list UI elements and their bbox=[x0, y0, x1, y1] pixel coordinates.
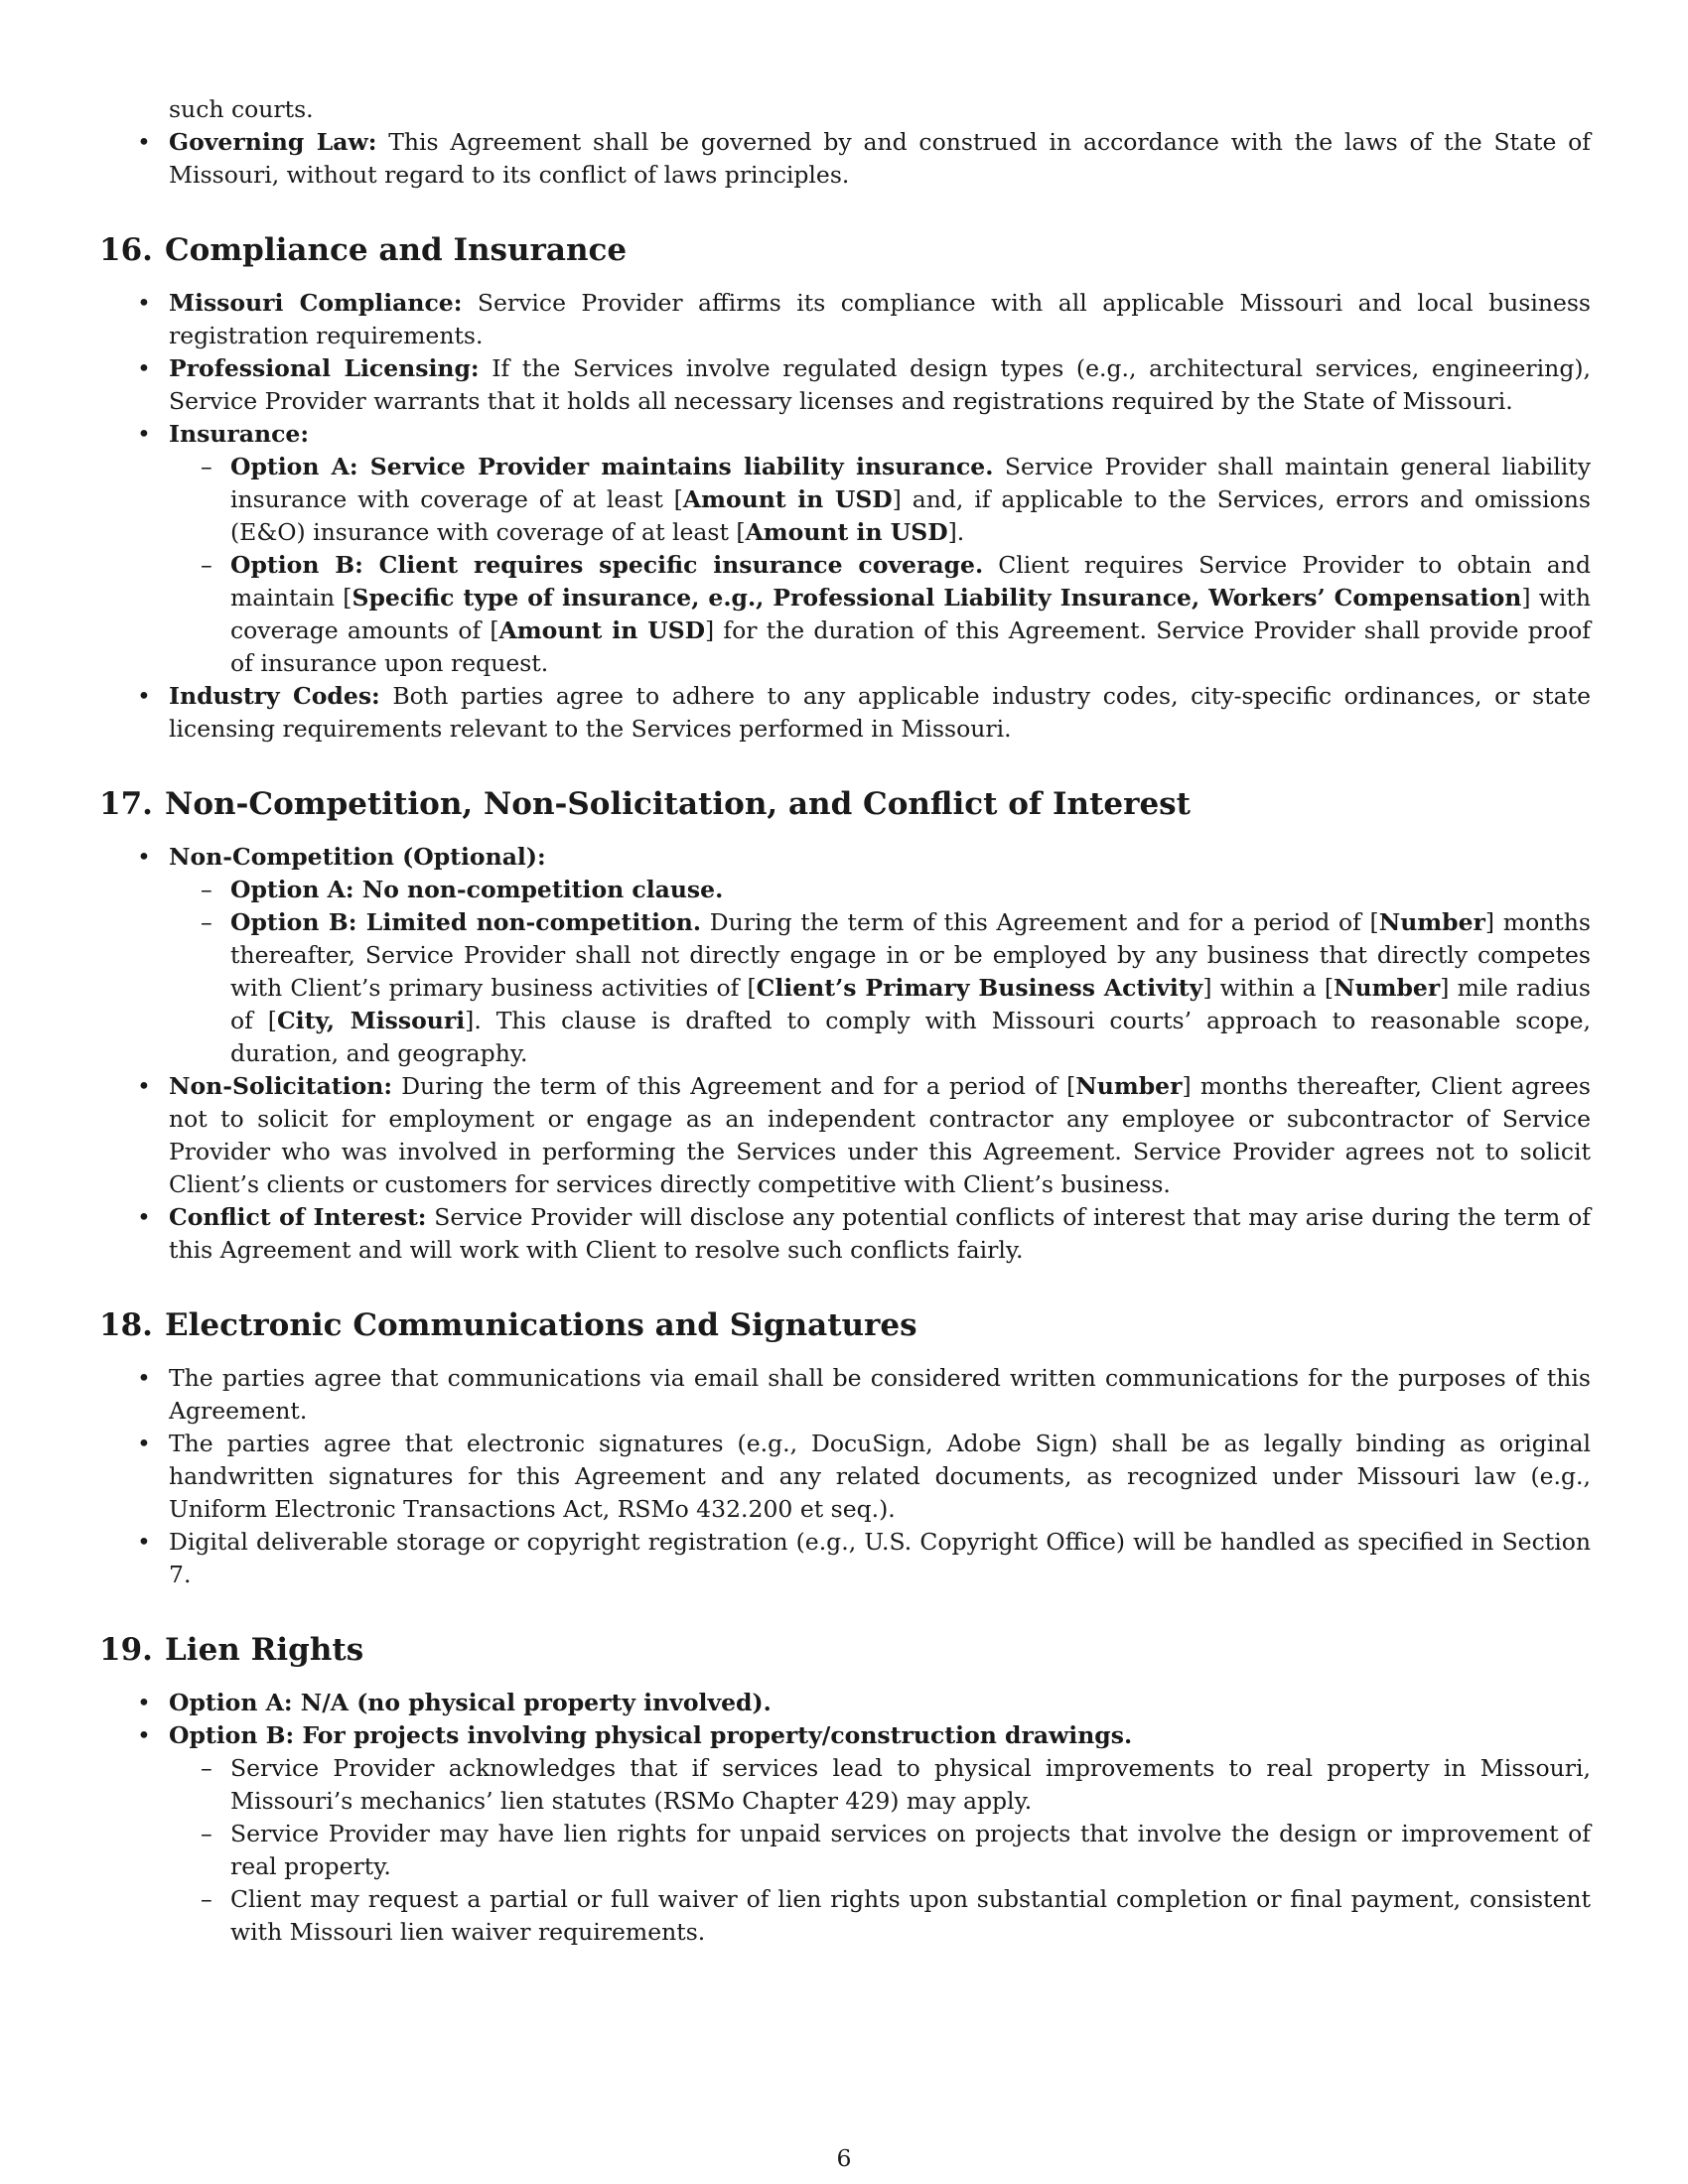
list-item-non-competition bbox=[99, 841, 1591, 1070]
document-page bbox=[99, 93, 1591, 1949]
section-heading-18 bbox=[99, 1306, 1591, 1344]
item-label: Governing Law: bbox=[169, 128, 377, 156]
placeholder-field: Number bbox=[1378, 908, 1485, 936]
item-label: Missouri Compliance: bbox=[169, 289, 463, 317]
item-text: ] months thereafter, Client agrees not to solicit for employment or engage as an independent contractor any employee or subcontractor of Service Provider who was involved in performing the Services under this Agreement. Service Provider agrees not to solicit Client’s clients or customers for services directly competitive with Client’s business. bbox=[169, 1072, 1591, 1198]
list-item-lien-statutes: – Service Provider acknowledges that if services lead to physical improvements to real property in Missouri, Missouri’s mechanics’ lien statutes (RSMo Chapter 429) may apply. bbox=[169, 1752, 1591, 1818]
governing-law-list bbox=[99, 126, 1591, 192]
list-item-digital-storage: • Digital deliverable storage or copyright registration (e.g., U.S. Copyright Office) will be handled as specified in Section 7. bbox=[99, 1526, 1591, 1591]
placeholder-field: Client’s Primary Business Activity bbox=[756, 974, 1203, 1002]
item-label: Industry Codes: bbox=[169, 682, 380, 710]
item-text: During the term of this Agreement and for a period of [ bbox=[392, 1072, 1076, 1100]
placeholder-field: Amount in USD bbox=[498, 616, 706, 644]
list-item-insurance bbox=[99, 418, 1591, 680]
item-text: If the Services involve regulated design types (e.g., architectural services, engineering), Service Provider warrants that it holds all necessary licenses and registrations required by the State of Missouri. bbox=[169, 354, 1592, 415]
option-label: Option B: Client requires specific insurance coverage. bbox=[230, 551, 984, 579]
list-item-noncomp-option-b bbox=[169, 906, 1591, 1070]
placeholder-field: Number bbox=[1075, 1072, 1183, 1100]
placeholder-field: Specific type of insurance, e.g., Professional Liability Insurance, Workers’ Compensation bbox=[352, 584, 1522, 612]
list-item-governing-law bbox=[99, 126, 1591, 192]
section-number: 17. bbox=[99, 786, 153, 822]
section-18-list bbox=[99, 1362, 1591, 1591]
list-item-industry-codes bbox=[99, 680, 1591, 746]
section-number: 19. bbox=[99, 1632, 153, 1668]
item-text: Service Provider affirms its compliance with all applicable Missouri and local business registration requirements. bbox=[169, 289, 1591, 349]
option-text: ] and, if applicable to the Services, errors and omissions (E&O) insurance with coverage of at least [ bbox=[230, 485, 1591, 546]
insurance-options bbox=[169, 451, 1591, 680]
option-text: During the term of this Agreement and for a period of [ bbox=[701, 908, 1379, 936]
section-heading-16 bbox=[99, 231, 1591, 269]
page-number: 6 bbox=[836, 2144, 852, 2172]
option-label: Option A: No non-competition clause. bbox=[230, 876, 724, 903]
option-label: Option A: N/A (no physical property involved). bbox=[169, 1689, 772, 1716]
list-item-lien-option-b bbox=[99, 1719, 1591, 1949]
list-item-insurance-option-b bbox=[169, 549, 1591, 680]
continuation-text: such courts. bbox=[169, 95, 314, 123]
list-item-non-solicitation bbox=[99, 1070, 1591, 1201]
placeholder-field: City, Missouri bbox=[276, 1007, 466, 1034]
option-text: ] with coverage amounts of [ bbox=[230, 584, 1591, 644]
section-heading-19 bbox=[99, 1631, 1591, 1669]
section-title: Non-Competition, Non-Solicitation, and Conflict of Interest bbox=[165, 786, 1191, 822]
option-label: Option A: Service Provider maintains liability insurance. bbox=[230, 453, 994, 480]
option-text: ]. This clause is drafted to comply with Missouri courts’ approach to reasonable scope, duration, and geography. bbox=[230, 1007, 1591, 1067]
option-text: Client requires Service Provider to obtain and maintain [ bbox=[230, 551, 1591, 612]
section-17-list bbox=[99, 841, 1591, 1267]
placeholder-field: Number bbox=[1334, 974, 1441, 1002]
item-label: Insurance: bbox=[169, 420, 310, 448]
list-item-electronic-signatures: • The parties agree that electronic signatures (e.g., DocuSign, Adobe Sign) shall be as legally binding as original handwritten signatures for this Agreement and any related documents, as recognized under Missouri law (e.g., Uniform Electronic Transactions Act, RSMo 432.200 et seq.). bbox=[99, 1428, 1591, 1526]
option-text: ] months thereafter, Service Provider shall not directly engage in or be employed by any business that directly competes with Client’s primary business activities of [ bbox=[230, 908, 1591, 1002]
section-title: Compliance and Insurance bbox=[165, 232, 628, 268]
list-item-lien-option-a bbox=[99, 1687, 1591, 1719]
list-item-lien-waiver: – Client may request a partial or full waiver of lien rights upon substantial completion or final payment, consistent with Missouri lien waiver requirements. bbox=[169, 1883, 1591, 1949]
list-item-lien-rights: – Service Provider may have lien rights for unpaid services on projects that involve the design or improvement of real property. bbox=[169, 1818, 1591, 1883]
section-19-list bbox=[99, 1687, 1591, 1949]
item-label: Non-Solicitation: bbox=[169, 1072, 393, 1100]
item-label: Professional Licensing: bbox=[169, 354, 480, 382]
item-text: Both parties agree to adhere to any applicable industry codes, city-specific ordinances, or state licensing requirements relevant to the Services performed in Missouri. bbox=[169, 682, 1591, 743]
item-text: Service Provider will disclose any potential conflicts of interest that may arise during the term of this Agreement and will work with Client to resolve such conflicts fairly. bbox=[169, 1203, 1591, 1264]
list-item-insurance-option-a bbox=[169, 451, 1591, 549]
option-text: ]. bbox=[947, 518, 965, 546]
item-label: Conflict of Interest: bbox=[169, 1203, 427, 1231]
list-item-email-communications: • The parties agree that communications via email shall be considered written communications for the purposes of this Agreement. bbox=[99, 1362, 1591, 1428]
section-title: Lien Rights bbox=[165, 1632, 364, 1668]
option-text: ] within a [ bbox=[1202, 974, 1335, 1002]
section-number: 18. bbox=[99, 1307, 153, 1343]
lien-option-b-details bbox=[169, 1752, 1591, 1949]
option-text: ] mile radius of [ bbox=[230, 974, 1591, 1034]
placeholder-field: Amount in USD bbox=[682, 485, 893, 513]
list-item-missouri-compliance bbox=[99, 287, 1591, 352]
option-text: ] for the duration of this Agreement. Service Provider shall provide proof of insurance upon request. bbox=[230, 616, 1591, 677]
placeholder-field: Amount in USD bbox=[745, 518, 948, 546]
option-text: Service Provider shall maintain general liability insurance with coverage of at least [ bbox=[230, 453, 1591, 513]
section-16-list bbox=[99, 287, 1591, 746]
list-item-conflict-of-interest bbox=[99, 1201, 1591, 1267]
item-label: Non-Competition (Optional): bbox=[169, 843, 546, 871]
section-heading-17 bbox=[99, 785, 1591, 823]
option-label: Option B: For projects involving physical property/construction drawings. bbox=[169, 1721, 1133, 1749]
option-label: Option B: Limited non-competition. bbox=[230, 908, 702, 936]
non-competition-options bbox=[169, 874, 1591, 1070]
list-item-noncomp-option-a bbox=[169, 874, 1591, 906]
section-title: Electronic Communications and Signatures bbox=[165, 1307, 917, 1343]
list-item-professional-licensing bbox=[99, 352, 1591, 418]
item-text: This Agreement shall be governed by and construed in accordance with the laws of the State of Missouri, without regard to its conflict of laws principles. bbox=[169, 128, 1591, 189]
section-number: 16. bbox=[99, 232, 153, 268]
